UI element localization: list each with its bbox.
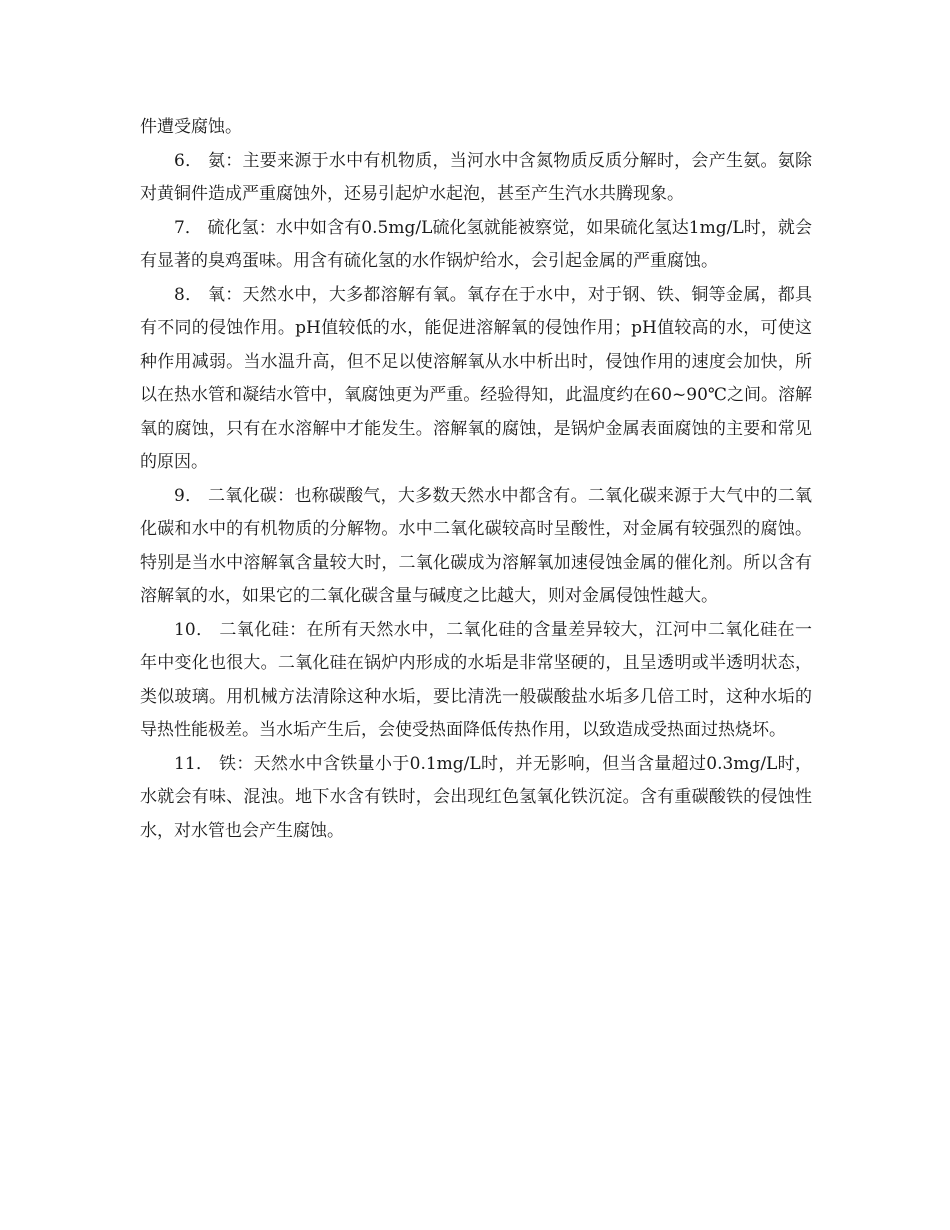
document-body (140, 111, 812, 848)
paragraph-oxygen: 8． 氧：天然水中，大多都溶解有氧。氧存在于水中，对于钢、铁、铜等金属，都具有不同的侵蚀作用。pH值较低的水，能促进溶解氧的侵蚀作用；pH值较高的水，可使这种作用减弱。当水温升高，但不足以使溶解氧从水中析出时，侵蚀作用的速度会加快，所以在热水管和凝结水管中，氧腐蚀更为严重。经验得知，此温度约在60~90℃之间。溶解氧的腐蚀，只有在水溶解中才能发生。溶解氧的腐蚀，是锅炉金属表面腐蚀的主要和常见的原因。 (140, 284, 812, 472)
paragraph-carbon-dioxide: 9． 二氧化碳：也称碳酸气，大多数天然水中都含有。二氧化碳来源于大气中的二氧化碳和水中的有机物质的分解物。水中二氧化碳较高时呈酸性，对金属有较强烈的腐蚀。特别是当水中溶解氧含量较大时，二氧化碳成为溶解氧加速侵蚀金属的催化剂。所以含有溶解氧的水，如果它的二氧化碳含量与碱度之比越大，则对金属侵蚀性越大。 (140, 485, 812, 606)
paragraph-hydrogen-sulfide: 7． 硫化氢：水中如含有0.5mg/L硫化氢就能被察觉，如果硫化氢达1mg/L时，就会有显著的臭鸡蛋味。用含有硫化氢的水作锅炉给水，会引起金属的严重腐蚀。 (140, 217, 812, 271)
paragraph-continuation: 件遭受腐蚀。 (140, 117, 242, 137)
paragraph-silicon-dioxide: 10． 二氧化硅：在所有天然水中，二氧化硅的含量差异较大，江河中二氧化硅在一年中变化也很大。二氧化硅在锅炉内形成的水垢是非常坚硬的，且呈透明或半透明状态，类似玻璃。用机械方法清除这种水垢，要比清洗一般碳酸盐水垢多几倍工时，这种水垢的导热性能极差。当水垢产生后，会使受热面降低传热作用，以致造成受热面过热烧坏。 (140, 619, 812, 740)
paragraph-iron: 11． 铁：天然水中含铁量小于0.1mg/L时，并无影响，但当含量超过0.3mg/L时，水就会有味、混浊。地下水含有铁时，会出现红色氢氧化铁沉淀。含有重碳酸铁的侵蚀性水，对水管也会产生腐蚀。 (140, 753, 812, 841)
paragraph-ammonia: 6． 氨：主要来源于水中有机物质，当河水中含氮物质反质分解时，会产生氨。氨除对黄铜件造成严重腐蚀外，还易引起炉水起泡，甚至产生汽水共腾现象。 (140, 150, 812, 204)
